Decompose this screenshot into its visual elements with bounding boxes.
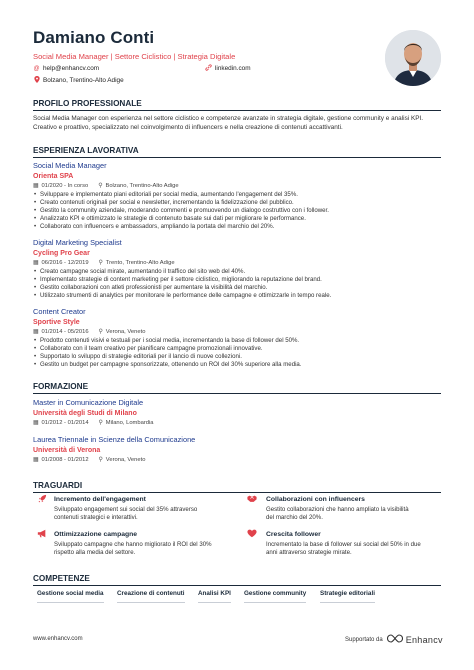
achievement-desc: del marchio del 20%. (266, 514, 323, 521)
job-bullet: • Prodotto contenuti visivi e testuali per i social media, incrementando la base di follower del 50%. (33, 337, 443, 345)
skill-tag: Strategie editoriali (320, 590, 375, 603)
location-text: Bolzano, Trentino-Alto Adige (43, 77, 124, 84)
map-pin-icon: ⚲ (98, 260, 103, 266)
section-title-achievements: TRAGUARDI (33, 481, 83, 490)
portrait-image (385, 30, 441, 86)
profile-summary (33, 115, 443, 132)
brand-name: Enhancv (405, 634, 443, 645)
powered-by-text: Supportato da (345, 636, 383, 643)
rocket-icon (37, 494, 47, 504)
at-icon: @ (33, 65, 40, 72)
education-dates: 01/2012 - 01/2014 (41, 420, 89, 426)
job-meta (33, 183, 443, 189)
skill-tag: Gestione community (244, 590, 306, 603)
achievement-title: Collaborazioni con influencers (266, 496, 365, 503)
education-entry (33, 398, 443, 426)
section-title-skills: COMPETENZE (33, 574, 90, 583)
candidate-name: Damiano Conti (33, 28, 155, 47)
education-meta (33, 420, 443, 426)
footer-branding[interactable] (345, 634, 443, 645)
footer-website[interactable]: www.enhancv.com (33, 636, 83, 642)
profile-photo (385, 30, 441, 86)
education-meta (33, 457, 443, 463)
profile-text-line: Creativo e proattivo, specializzato nel coinvolgimento di influencers e nella creazione di contenuti accattivanti. (33, 123, 343, 131)
job-bullet: • Creato contenuti originali per social e newsletter, incrementando la fidelizzazione del pubblico. (33, 199, 443, 207)
skill-tag: Creazione di contenuti (117, 590, 185, 603)
education-entry (33, 435, 443, 463)
section-title-experience: ESPERIENZA LAVORATIVA (33, 146, 139, 155)
job-dates: 01/2014 - 05/2016 (41, 329, 89, 335)
achievement-title: Incremento dell'engagement (54, 496, 146, 503)
job-entry (33, 161, 443, 231)
job-bullet: • Implementato strategie di content marketing per il settore ciclistico, migliorando la reputazione del brand. (33, 276, 443, 284)
email-text: help@enhancv.com (43, 65, 100, 72)
achievement-desc: contenuti strategici e interattivi. (54, 514, 138, 521)
location-row (33, 76, 378, 85)
achievement-item (266, 531, 446, 557)
achievement-desc: rispetto alla media del settore. (54, 549, 136, 556)
section-divider (33, 157, 441, 158)
degree: Master in Comunicazione Digitale (33, 398, 144, 407)
job-location: Verona, Veneto (105, 329, 146, 335)
section-title-profile: PROFILO PROFESSIONALE (33, 99, 142, 108)
link-icon (205, 64, 212, 73)
achievement-desc: Gestito collaborazioni che hanno ampliato la visibilità (266, 506, 409, 513)
enhancv-logo-icon (387, 634, 403, 645)
map-pin-icon: ⚲ (98, 183, 103, 189)
school: Università degli Studi di Milano (33, 410, 137, 417)
achievement-item (266, 496, 446, 522)
job-bullet: • Collaborato con il team creativo per pianificare campagne promozionali innovative. (33, 345, 443, 353)
job-bullet: • Gestito collaborazioni con atleti professionisti per aumentare la visibilità del marchio. (33, 284, 443, 292)
job-location: Trento, Trentino-Alto Adige (105, 260, 175, 266)
achievement-title: Ottimizzazione campagne (54, 531, 138, 538)
skill-tag: Analisi KPI (198, 590, 231, 603)
education-location: Verona, Veneto (105, 457, 146, 463)
job-bullet: • Utilizzato strumenti di analytics per monitorare le performance delle campagne e ottimizzarle in tempo reale. (33, 292, 443, 300)
job-meta (33, 260, 443, 266)
job-bullets (33, 337, 443, 369)
job-location: Bolzano, Trentino-Alto Adige (105, 183, 179, 189)
email-contact[interactable] (33, 65, 99, 72)
map-pin-icon: ⚲ (98, 420, 103, 426)
job-role: Social Media Manager (33, 161, 107, 170)
heart-icon (247, 529, 257, 539)
job-company: Orienta SPA (33, 173, 74, 180)
location-contact (33, 76, 124, 85)
calendar-icon: ▦ (33, 420, 39, 426)
handshake-icon (247, 494, 257, 504)
education-dates: 01/2008 - 01/2012 (41, 457, 89, 463)
achievement-desc: Incrementato la base di follower sui social del 50% in due (266, 541, 421, 548)
job-meta (33, 329, 443, 335)
achievement-desc: anni attraverso strategie mirate. (266, 549, 352, 556)
job-bullet: • Sviluppare e implementato piani editoriali per social media, aumentando l'engagement del 35%. (33, 191, 443, 199)
job-dates: 01/2020 - In corso (41, 183, 89, 189)
map-pin-icon: ⚲ (98, 457, 103, 463)
job-bullet: • Analizzato KPI e ottimizzato le strategie di contenuto basate sui dati per migliorare le performance. (33, 215, 443, 223)
section-divider (33, 585, 441, 586)
job-bullets (33, 191, 443, 231)
job-bullet: • Collaborato con influencers e ambassadors, ampliando la portata del marchio del 20%. (33, 223, 443, 231)
job-bullet: • Gestito un budget per campagne sponsorizzate, ottenendo un ROI del 30% superiore alla media. (33, 361, 443, 369)
website-text: linkedin.com (215, 65, 251, 72)
school: Università di Verona (33, 447, 101, 454)
job-entry (33, 238, 443, 300)
job-bullet: • Supportato lo sviluppo di strategie editoriali per il lancio di nuove collezioni. (33, 353, 443, 361)
job-bullet: • Creato campagne social mirate, aumentando il traffico del sito web del 40%. (33, 268, 443, 276)
map-pin-icon (33, 76, 40, 85)
education-location: Milano, Lombardia (105, 420, 154, 426)
achievement-title: Crescita follower (266, 531, 321, 538)
achievement-desc: Sviluppato engagement sui social del 35% attraverso (54, 506, 198, 513)
calendar-icon: ▦ (33, 183, 39, 189)
skill-tag: Gestione social media (37, 590, 104, 603)
job-role: Content Creator (33, 307, 86, 316)
calendar-icon: ▦ (33, 457, 39, 463)
job-dates: 06/2016 - 12/2019 (41, 260, 89, 266)
section-title-education: FORMAZIONE (33, 382, 89, 391)
degree: Laurea Triennale in Scienze della Comunicazione (33, 435, 196, 444)
job-company: Cycling Pro Gear (33, 250, 90, 257)
section-divider (33, 492, 441, 493)
job-bullet: • Gestito la community aziendale, moderando commenti e promuovendo un dialogo costruttivo con i follower. (33, 207, 443, 215)
calendar-icon: ▦ (33, 329, 39, 335)
calendar-icon: ▦ (33, 260, 39, 266)
job-company: Sportive Style (33, 319, 80, 326)
megaphone-icon (37, 529, 47, 539)
job-bullets (33, 268, 443, 300)
job-role: Digital Marketing Specialist (33, 238, 122, 247)
resume-header (33, 28, 378, 85)
headline: Social Media Manager | Settore Ciclistico | Strategia Digitale (33, 52, 236, 61)
profile-text-line: Social Media Manager con esperienza nel settore ciclistico e competenze avanzate in strategia digitale, gestione community e analisi KPI. (33, 115, 424, 122)
section-divider (33, 393, 441, 394)
section-divider (33, 110, 441, 111)
achievement-item (54, 496, 244, 522)
website-contact[interactable] (205, 64, 251, 73)
job-entry (33, 307, 443, 369)
achievement-item (54, 531, 244, 557)
achievement-desc: Sviluppato campagne che hanno migliorato il ROI del 30% (54, 541, 212, 548)
contact-row (33, 64, 378, 73)
map-pin-icon: ⚲ (98, 329, 103, 335)
